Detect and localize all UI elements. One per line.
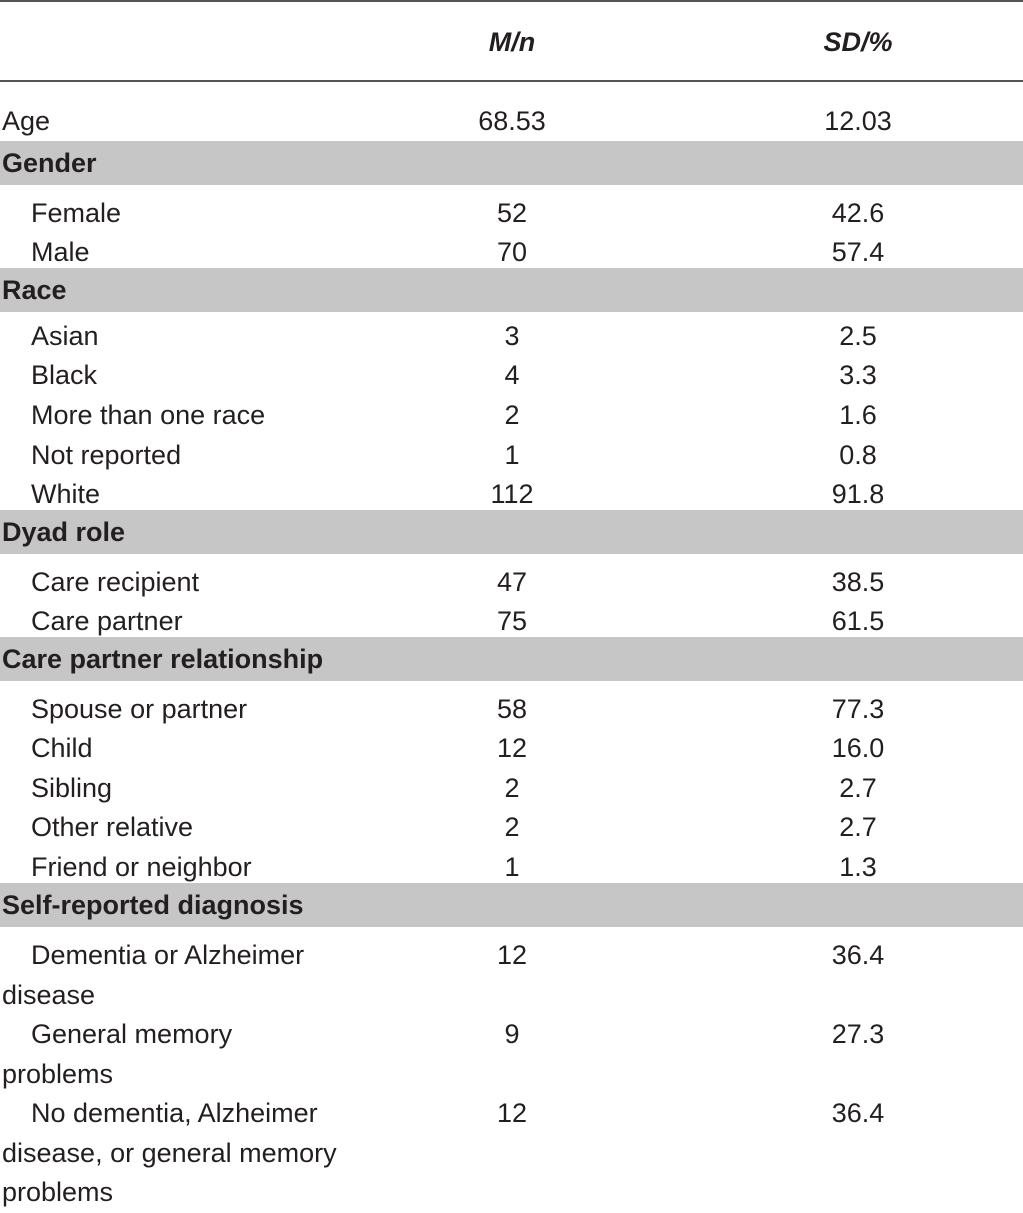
row-label: Care partner <box>31 606 183 636</box>
section-care-partner-relationship <box>0 637 1023 681</box>
row-pct: 27.3 <box>831 1019 885 1049</box>
row-label: Child <box>31 733 93 763</box>
row-label: Dementia or Alzheimer disease <box>2 940 305 1010</box>
section-race <box>0 268 1023 312</box>
row-n: 1 <box>504 852 520 882</box>
section-title: Race <box>2 275 67 305</box>
row-pct: 3.3 <box>839 360 877 390</box>
row-label: Female <box>31 198 122 228</box>
row-pct: 57.4 <box>831 237 885 267</box>
row-label: Friend or neighbor <box>31 852 252 882</box>
row-pct: 1.6 <box>839 400 877 430</box>
row-n: 112 <box>490 479 534 509</box>
row-pct: 91.8 <box>831 479 885 509</box>
header-sd-pct: SD/% <box>823 27 893 57</box>
row-label: Other relative <box>31 812 194 842</box>
row-pct: 2.5 <box>839 321 877 351</box>
row-pct: 16.0 <box>831 733 885 763</box>
row-pct: 38.5 <box>831 567 885 597</box>
age-label: Age <box>2 106 51 136</box>
row-n: 47 <box>496 567 528 597</box>
top-rule <box>0 0 1023 2</box>
row-n: 9 <box>504 1019 520 1049</box>
section-self-reported-diagnosis <box>0 883 1023 927</box>
row-pct: 42.6 <box>831 198 885 228</box>
row-label: More than one race <box>31 400 266 430</box>
row-n: 12 <box>496 733 528 763</box>
row-n: 1 <box>504 440 520 470</box>
section-gender <box>0 141 1023 185</box>
row-n: 3 <box>504 321 520 351</box>
row-label: Sibling <box>31 773 113 803</box>
row-label: Spouse or partner <box>31 694 248 724</box>
row-pct: 1.3 <box>839 852 877 882</box>
row-pct: 36.4 <box>831 940 885 970</box>
row-label: Not reported <box>31 440 182 470</box>
section-title: Care partner relationship <box>2 644 324 674</box>
header-rule <box>0 80 1023 82</box>
header-mn: M/n <box>488 27 536 57</box>
row-pct: 2.7 <box>839 773 877 803</box>
age-mean: 68.53 <box>478 106 546 136</box>
section-title: Self-reported diagnosis <box>2 890 304 920</box>
row-n: 12 <box>496 940 528 970</box>
row-n: 2 <box>504 400 520 430</box>
row-n: 4 <box>504 360 520 390</box>
row-label: Asian <box>31 321 99 351</box>
row-pct: 0.8 <box>839 440 877 470</box>
row-n: 70 <box>496 237 528 267</box>
row-label: Care recipient <box>31 567 200 597</box>
row-label: Male <box>31 237 90 267</box>
row-pct: 77.3 <box>831 694 885 724</box>
row-n: 58 <box>496 694 528 724</box>
row-n: 75 <box>496 606 528 636</box>
section-title: Dyad role <box>2 517 126 547</box>
row-label: Black <box>31 360 98 390</box>
row-pct: 36.4 <box>831 1098 885 1128</box>
row-label: White <box>31 479 101 509</box>
row-pct: 2.7 <box>839 812 877 842</box>
section-dyad-role <box>0 510 1023 554</box>
row-n: 2 <box>504 812 520 842</box>
age-sd: 12.03 <box>824 106 892 136</box>
row-pct: 61.5 <box>831 606 885 636</box>
row-n: 2 <box>504 773 520 803</box>
row-label: General memory problems <box>2 1019 233 1089</box>
section-title: Gender <box>2 148 97 178</box>
row-label: No dementia, Alzheimer disease, or general memory problems <box>2 1098 337 1208</box>
row-n: 12 <box>496 1098 528 1128</box>
row-n: 52 <box>496 198 528 228</box>
